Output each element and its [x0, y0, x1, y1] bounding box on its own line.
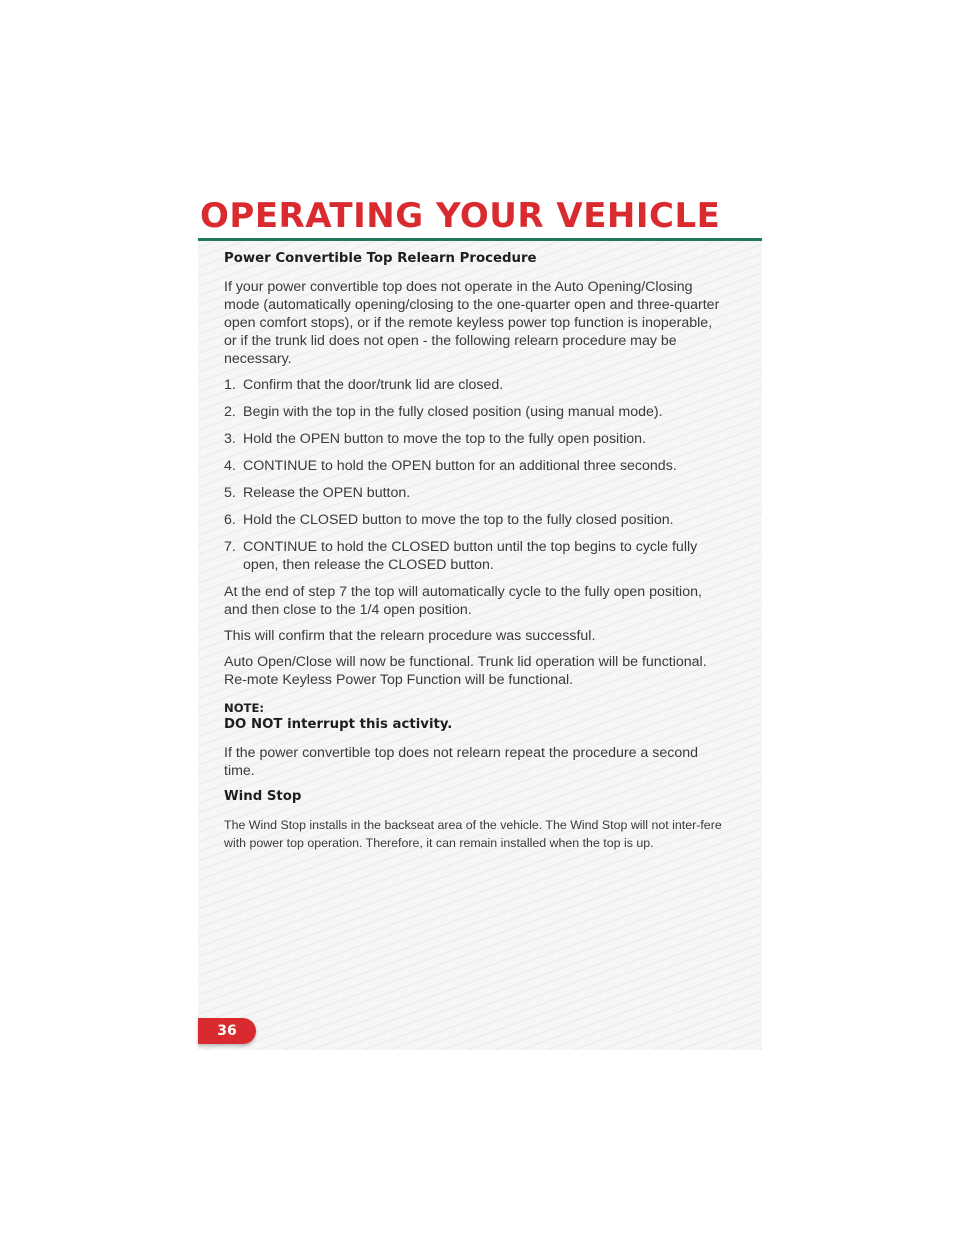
- content-body: [224, 250, 724, 860]
- intro-paragraph: If your power convertible top does not operate in the Auto Opening/Closing mode (automatically opening/closing to the one-quarter open and three-quarter open comfort stops), or if the remote keyless power top function is inoperable, or if the trunk lid does not open - the following relearn procedure may be necessary.: [224, 279, 720, 367]
- wind-stop-heading: Wind Stop: [224, 789, 302, 804]
- step-text: Begin with the top in the fully closed position (using manual mode).: [243, 404, 663, 420]
- step-item: [224, 484, 724, 502]
- step-item: [224, 403, 724, 421]
- step-list: [224, 376, 724, 574]
- step-number: 6.: [224, 512, 236, 528]
- step-item: [224, 376, 724, 394]
- step-text: CONTINUE to hold the CLOSED button until the top begins to cycle fully open, then release the CLOSED button.: [243, 539, 698, 573]
- after-step-paragraph: At the end of step 7 the top will automatically cycle to the fully open position, and then close to the 1/4 open position.: [224, 584, 702, 618]
- step-item: [224, 511, 724, 529]
- step-text: Release the OPEN button.: [243, 485, 411, 501]
- step-text: Hold the OPEN button to move the top to the fully open position.: [243, 431, 647, 447]
- step-number: 2.: [224, 404, 236, 420]
- note-text: DO NOT interrupt this activity.: [224, 717, 453, 732]
- section-title: OPERATING YOUR VEHICLE: [200, 196, 721, 236]
- step-text: CONTINUE to hold the OPEN button for an additional three seconds.: [243, 458, 677, 474]
- repeat-paragraph: If the power convertible top does not relearn repeat the procedure a second time.: [224, 745, 699, 779]
- step-text: Hold the CLOSED button to move the top to the fully closed position.: [243, 512, 674, 528]
- page-number-tab: 36: [198, 1018, 256, 1044]
- step-number: 7.: [224, 539, 236, 555]
- step-item: [224, 457, 724, 475]
- step-item: [224, 538, 724, 574]
- wind-stop-paragraph: The Wind Stop installs in the backseat area of the vehicle. The Wind Stop will not inter-fere with power top operation. Therefore, it can remain installed when the top is up.: [224, 818, 722, 850]
- step-item: [224, 430, 724, 448]
- step-text: Confirm that the door/trunk lid are closed.: [243, 377, 504, 393]
- step-number: 5.: [224, 485, 236, 501]
- title-rule: [198, 238, 762, 241]
- note-label: NOTE:: [224, 701, 265, 715]
- procedure-heading: Power Convertible Top Relearn Procedure: [224, 251, 537, 266]
- step-number: 3.: [224, 431, 236, 447]
- step-number: 4.: [224, 458, 236, 474]
- confirm-paragraph: This will confirm that the relearn procedure was successful.: [224, 628, 596, 644]
- step-number: 1.: [224, 377, 236, 393]
- functional-paragraph: Auto Open/Close will now be functional. Trunk lid operation will be functional. Re-mote Keyless Power Top Function will be functional.: [224, 654, 707, 688]
